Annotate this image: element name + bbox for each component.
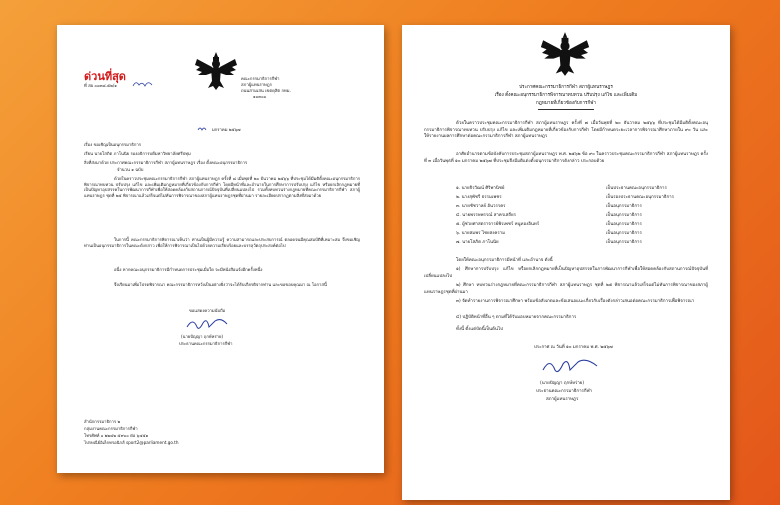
- letter-closing: ขอแสดงความนับถือ: [189, 308, 226, 313]
- org-line-3: ถนนสามเสน เขตดุสิต กทม.: [241, 88, 291, 93]
- letter-subject: เรื่อง ขอเชิญเป็นอนุกรรมาธิการ: [84, 142, 141, 147]
- member-row: [456, 202, 696, 208]
- signature: [540, 355, 600, 377]
- signer-title: ประธานคณะกรรมาธิการกีฬา: [179, 341, 233, 346]
- member-position: เป็นรองประธานคณะอนุกรรมาธิการ: [606, 195, 674, 200]
- garuda-emblem-icon: [539, 31, 591, 77]
- announcement-paragraph-1: ด้วยในคราวประชุมคณะกรรมาธิการกีฬา สภาผู้แทนราษฎร ครั้งที่ ๗ เมื่อวันพุธที่ ๒๐ ธันวาคม ๒๕๖๖ ที่ประชุมได้มีมติตั้งคณะอนุกรรมาธิการพิจารณาทบทวน ปรับปรุง แก้ไข และเพิ่มเติมกฎหมายที่เกี่ยวข้องกับการกีฬา โดยมีกำหนดระยะเวลาการพิจารณาศึกษาภายใน ๙๐ วัน และให้รายงานผลการศึกษาต่อคณะกรรมาธิการกีฬา สภาผู้แทนราษฎร: [424, 121, 708, 140]
- member-name: ๗. นายโสภิต ภาโนนิย: [456, 240, 499, 245]
- urgent-stamp: ด่วนที่สุด: [84, 70, 126, 83]
- announcement-subject-2: กฎหมายที่เกี่ยวข้องกับการกีฬา: [535, 101, 596, 106]
- member-row: [456, 229, 696, 235]
- announcement-title: ประกาศคณะกรรมาธิการกีฬา สภาผู้แทนราษฎร: [519, 85, 613, 90]
- duty-item: ๔) ปฏิบัติหน้าที่อื่น ๆ ตามที่ได้รับมอบหมายจากคณะกรรมาธิการ: [456, 315, 577, 320]
- letter-paragraph-2: ในการนี้ คณะกรรมาธิการพิจารณาเห็นว่า ท่านเป็นผู้มีความรู้ ความสามารถและประสบการณ์ ตลอดจนมีคุณสมบัติที่เหมาะสม จึงขอเชิญท่านเป็นอนุกรรมาธิการในคณะดังกล่าว เพื่อให้การพิจารณาเป็นไปด้วยความเรียบร้อยและบรรลุวัตถุประสงค์ต่อไป: [84, 237, 360, 248]
- member-position: เป็นอนุกรรมาธิการ: [606, 240, 642, 245]
- invitation-letter: [57, 25, 384, 473]
- letter-paragraph-3: อนึ่ง หากคณะอนุกรรมาธิการมีกำหนดการประชุมเมื่อใด จะมีหนังสือแจ้งอีกครั้งหนึ่ง: [114, 267, 263, 272]
- reference-number: ที่ สผ ๐๐๓๘.๕๒/๑: [84, 83, 117, 88]
- footer-line-1: สำนักกรรมาธิการ ๒: [84, 419, 121, 424]
- member-row: [456, 193, 696, 199]
- announcement-subject: เรื่อง ตั้งคณะอนุกรรมาธิการพิจารณาทบทวน ปรับปรุง แก้ไข และเพิ่มเติม: [494, 93, 638, 98]
- announcement-date: ประกาศ ณ วันที่ ๑๐ มกราคม พ.ศ. ๒๕๖๗: [534, 345, 613, 350]
- org-line-1: คณะกรรมาธิการกีฬา: [241, 76, 280, 81]
- committee-announcement: [402, 25, 730, 500]
- org-line-4: ๑๐๓๐๐: [253, 94, 267, 99]
- member-position: เป็นอนุกรรมาธิการ: [606, 222, 642, 227]
- handwritten-date-day: [197, 126, 209, 132]
- member-name: ๒. นางสุพัชรี ธรรมเพชร: [456, 195, 502, 200]
- attachment-count: จำนวน ๑ ฉบับ: [117, 167, 144, 172]
- letter-attachment: สิ่งที่ส่งมาด้วย ประกาศคณะกรรมาธิการกีฬา สภาผู้แทนราษฎร เรื่อง ตั้งคณะอนุกรรมาธิการ: [84, 160, 248, 165]
- member-row: [456, 238, 696, 244]
- letter-date: มกราคม ๒๕๖๗: [212, 127, 241, 132]
- handwritten-number: [131, 80, 157, 88]
- duty-item: ๑) ศึกษาการปรับปรุง แก้ไข หรือยกเลิกกฎหมายที่เป็นปัญหาอุปสรรคในการพัฒนาการกีฬาเพื่อให้สอดคล้องกับสถานการณ์ปัจจุบันที่เปลี่ยนแปลงไป: [424, 267, 708, 279]
- signature: [185, 315, 229, 333]
- signer-name: (นายปัญญา ฤกษ์หร่าย): [181, 334, 224, 339]
- member-position: เป็นประธานคณะอนุกรรมาธิการ: [606, 186, 667, 191]
- signer-name: (นายปัญญา ฤกษ์หร่าย): [540, 381, 585, 386]
- effective-note: ทั้งนี้ ตั้งแต่บัดนี้เป็นต้นไป: [456, 327, 503, 332]
- duties-intro: โดยให้คณะอนุกรรมาธิการมีหน้าที่ และอำนาจ ดังนี้: [456, 258, 553, 263]
- member-name: ๖. นายสมพร ไชยสงคราม: [456, 231, 506, 236]
- member-row: [456, 211, 696, 217]
- duty-item: ๓) จัดทำรายงานการพิจารณาศึกษา พร้อมข้อสังเกตและข้อเสนอแนะเกี่ยวกับเรื่องดังกล่าวเสนอต่อคณะกรรมาธิการเพื่อพิจารณา: [456, 299, 695, 304]
- garuda-emblem-icon: [194, 51, 238, 91]
- member-position: เป็นอนุกรรมาธิการ: [606, 213, 642, 218]
- signer-institution: สภาผู้แทนราษฎร: [546, 397, 579, 402]
- letter-paragraph-4: จึงเรียนมาเพื่อโปรดพิจารณา คณะกรรมาธิการหวังเป็นอย่างยิ่งว่าจะได้รับเกียรติจากท่าน และขอขอบคุณมา ณ โอกาสนี้: [114, 282, 327, 287]
- letter-paragraph-1: ด้วยในคราวประชุมคณะกรรมาธิการกีฬา สภาผู้แทนราษฎร ครั้งที่ ๘ เมื่อพุธที่ ๒๐ ธันวาคม ๒๕๖๖ ที่ประชุมได้มีมติตั้งคณะอนุกรรมาธิการพิจารณาทบทวน ปรับปรุง แก้ไข และเพิ่มเติมกฎหมายที่เกี่ยวข้องกับการกีฬา โดยมีหน้าที่และอำนาจในการศึกษาการปรับปรุง แก้ไข หรือยกเลิกกฎหมายที่เป็นปัญหาอุปสรรคในการพัฒนาการกีฬาเพื่อให้สอดคล้องกับสถานการณ์ปัจจุบันที่เปลี่ยนแปลงไป รวมทั้งทบทวนร่างกฎหมายที่คณะกรรมาธิการกีฬา สภาผู้แทนราษฎร ชุดที่ ๒๕ พิจารณาแล้วเสร็จแต่ไม่ทันการพิจารณาของสภาผู้แทนราษฎรชุดที่ผ่านมา รายละเอียดปรากฏตามสิ่งที่ส่งมาด้วย: [84, 176, 360, 199]
- duty-item: ๒) ศึกษา ทบทวนร่างกฎหมายที่คณะกรรมาธิการกีฬา สภาผู้แทนราษฎร ชุดที่ ๒๕ พิจารณาแล้วเสร็จแต่ไม่ทันการพิจารณาของสภาผู้แทนราษฎรชุดที่ผ่านมา: [424, 283, 708, 295]
- member-name: ๔. นายพรรษพรรณ์ สาครเสถียร: [456, 213, 516, 218]
- letter-recipient: เรียน นายโสภิต ภาโนนิย รองอธิการบดีมหาวิทยาลัยศรีปทุม: [84, 151, 191, 156]
- footer-line-4: ไปรษณีย์อิเล็กทรอนิกส์ sport2@parliament.go.th: [84, 440, 179, 445]
- footer-line-3: โทรศัพท์ ๐ ๒๒๔๒ ๕๙๐๐ ต่อ ๖๔๕๑: [84, 433, 149, 438]
- member-name: ๑. นายจิรวัฒน์ ศิริพานิชย์: [456, 186, 505, 191]
- announcement-paragraph-2: อาศัยอำนาจตามข้อบังคับการประชุมสภาผู้แทนราษฎร พ.ศ. ๒๕๖๒ ข้อ ๙๐ ในคราวประชุมคณะกรรมาธิการกีฬา สภาผู้แทนราษฎร ครั้งที่ ๓ เมื่อวันพุธที่ ๑๐ มกราคม ๒๕๖๗ ที่ประชุมจึงมีมติแต่งตั้งอนุกรรมาธิการดังกล่าว ประกอบด้วย: [424, 152, 708, 164]
- member-row: [456, 184, 696, 190]
- member-position: เป็นอนุกรรมาธิการ: [606, 231, 642, 236]
- member-position: เป็นอนุกรรมาธิการ: [606, 204, 642, 209]
- org-line-2: สภาผู้แทนราษฎร: [241, 82, 272, 87]
- member-row: [456, 220, 696, 226]
- member-name: ๓. นายชัชวาลย์ อันวรรคร: [456, 204, 506, 209]
- member-name: ๕. ผู้ช่วยศาสตราจารย์พิรเพชร์ หนูทองอินทร์: [456, 222, 540, 227]
- title-divider: [538, 109, 594, 110]
- footer-line-2: กลุ่มงานคณะกรรมาธิการกีฬา: [84, 426, 138, 431]
- signer-title: ประธานคณะกรรมาธิการกีฬา: [536, 389, 593, 394]
